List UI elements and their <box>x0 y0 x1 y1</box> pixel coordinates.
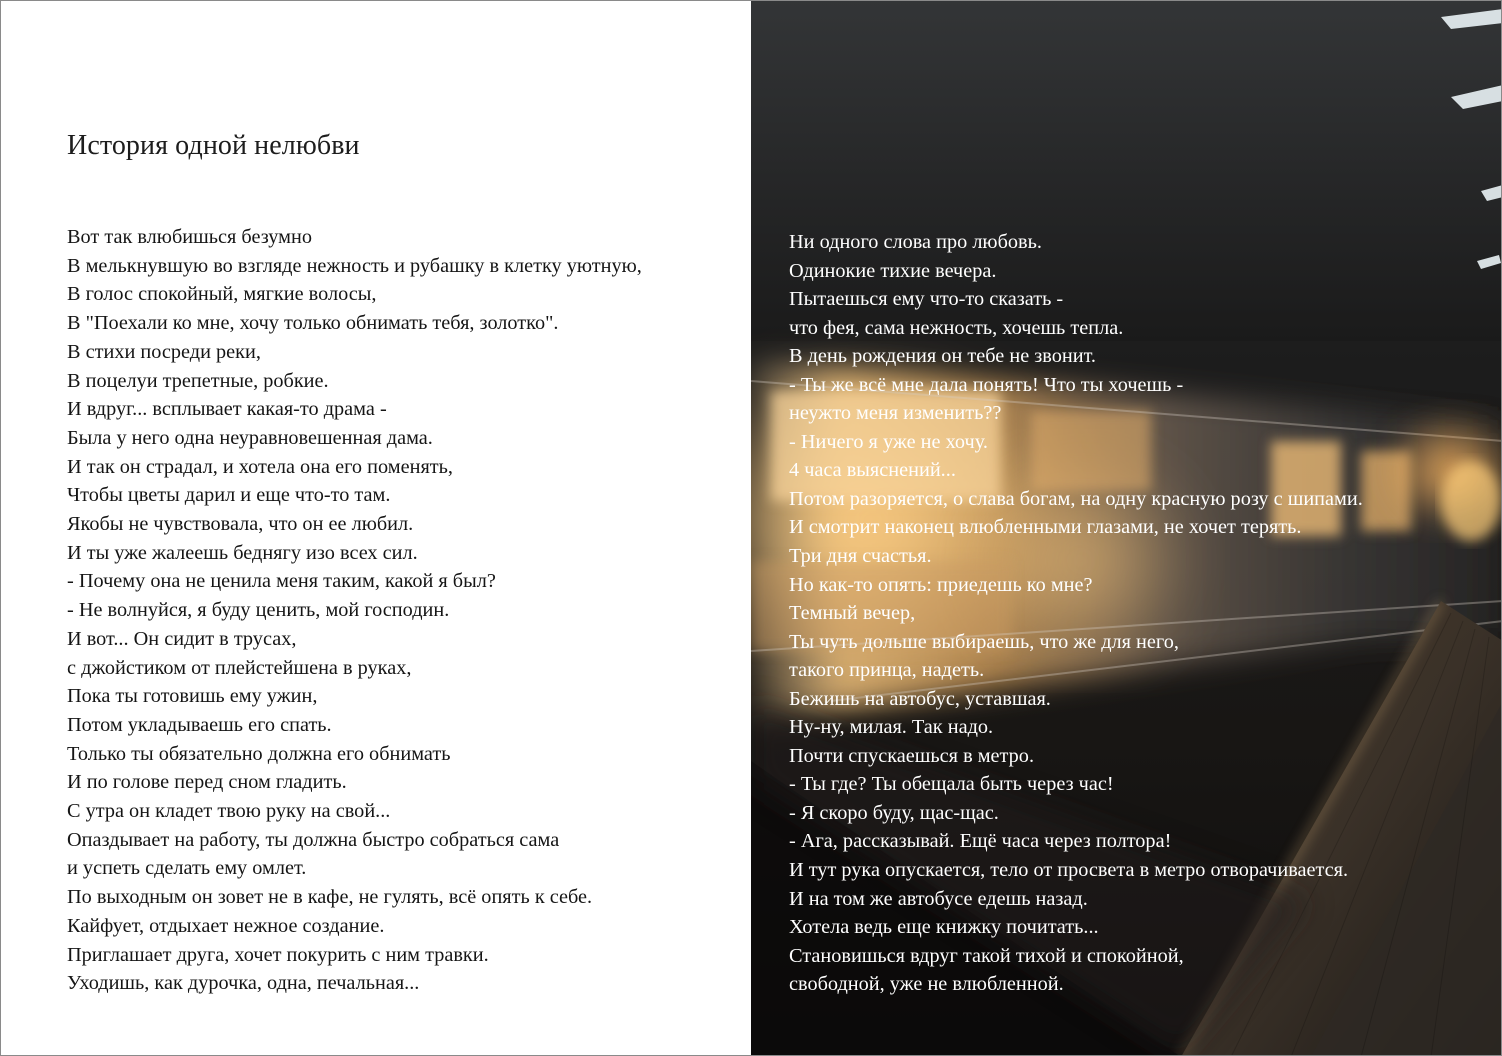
poem-line: И так он страдал, и хотела она его поменять, <box>67 455 453 478</box>
right-page <box>751 1 1502 1056</box>
poem-line: с джойстиком от плейстейшена в руках, <box>67 656 412 679</box>
poem-line: Пытаешься ему что-то сказать - <box>789 288 1064 311</box>
poem-line: Становишься вдруг такой тихой и спокойной, <box>789 944 1184 967</box>
poem-line: Ты чуть дольше выбираешь, что же для него, <box>789 630 1179 653</box>
poem-title: История одной нелюбви <box>67 130 360 161</box>
poem-line: неужто меня изменить?? <box>789 402 1002 425</box>
poem-right-column <box>789 228 1363 999</box>
poem-line: 4 часа выяснений... <box>789 459 956 482</box>
poem-line: В голос спокойный, мягкие волосы, <box>67 283 377 306</box>
poem-left-column <box>67 223 642 998</box>
poem-line: Но как-то опять: приедешь ко мне? <box>789 573 1093 596</box>
poem-line: В поцелуи трепетные, робкие. <box>67 369 329 392</box>
poem-line: Пока ты готовишь ему ужин, <box>67 685 318 708</box>
poem-line: Опаздывает на работу, ты должна быстро собраться сама <box>67 828 560 851</box>
poem-line: С утра он кладет твою руку на свой... <box>67 800 391 823</box>
poem-line: Темный вечер, <box>789 602 916 625</box>
poem-line: Почти спускаешься в метро. <box>789 744 1035 767</box>
poem-line: Потом укладываешь его спать. <box>67 713 332 736</box>
poem-line: Одинокие тихие вечера. <box>789 259 997 282</box>
poem-line: - Ты же всё мне дала понять! Что ты хочешь - <box>789 373 1184 396</box>
poem-line: - Я скоро буду, щас-щас. <box>789 801 999 824</box>
poem-line: Уходишь, как дурочка, одна, печальная... <box>67 972 420 995</box>
poem-line: Три дня счастья. <box>789 545 932 568</box>
poem-line: И по голове перед сном гладить. <box>67 771 347 794</box>
poem-line: Приглашает друга, хочет покурить с ним травки. <box>67 943 489 966</box>
poem-line: В стихи посреди реки, <box>67 340 261 363</box>
poem-line: Чтобы цветы дарил и еще что-то там. <box>67 484 391 507</box>
poem-line: Ни одного слова про любовь. <box>789 231 1042 253</box>
poem-line: И вдруг... всплывает какая-то драма - <box>67 398 387 421</box>
poem-line: - Ты где? Ты обещала быть через час! <box>789 773 1114 796</box>
poem-line: Вот так влюбишься безумно <box>67 226 312 248</box>
poem-line: По выходным он зовет не в кафе, не гулять, всё опять к себе. <box>67 886 593 909</box>
poem-line: В мелькнувшую во взгляде нежность и рубашку в клетку уютную, <box>67 254 642 277</box>
poem-line: Кайфует, отдыхает нежное создание. <box>67 914 385 937</box>
poem-line: Якобы не чувствовала, что он ее любил. <box>67 513 414 536</box>
poem-line: что фея, сама нежность, хочешь тепла. <box>789 316 1124 339</box>
poem-line: свободной, уже не влюбленной. <box>789 973 1064 996</box>
poem-line: Хотела ведь еще книжку почитать... <box>789 916 1099 939</box>
poem-line: Потом разоряется, о слава богам, на одну красную розу с шипами. <box>789 487 1363 510</box>
poem-line: И смотрит наконец влюбленными глазами, не хочет терять. <box>789 516 1302 539</box>
poem-line: Ну-ну, милая. Так надо. <box>789 716 994 739</box>
poem-line: Только ты обязательно должна его обнимать <box>67 742 451 765</box>
poem-line: И на том же автобусе едешь назад. <box>789 887 1088 910</box>
poem-line: Была у него одна неуравновешенная дама. <box>67 426 433 449</box>
poem-line: такого принца, надеть. <box>789 659 985 682</box>
poem-line: - Не волнуйся, я буду ценить, мой господин. <box>67 599 450 622</box>
left-page <box>1 1 751 1056</box>
poem-line: и успеть сделать ему омлет. <box>67 857 307 880</box>
poem-line: - Ага, рассказывай. Ещё часа через полтора! <box>789 830 1172 853</box>
poem-line: И тут рука опускается, тело от просвета в метро отворачивается. <box>789 859 1349 882</box>
poem-line: Бежишь на автобус, уставшая. <box>789 687 1051 710</box>
poem-line: - Ничего я уже не хочу. <box>789 430 988 453</box>
poem-line: В "Поехали ко мне, хочу только обнимать тебя, золотко". <box>67 312 559 335</box>
poem-line: И ты уже жалеешь беднягу изо всех сил. <box>67 541 418 564</box>
poem-line: - Почему она не ценила меня таким, какой я был? <box>67 570 496 593</box>
poem-line: В день рождения он тебе не звонит. <box>789 345 1096 368</box>
poem-line: И вот... Он сидит в трусах, <box>67 627 297 650</box>
